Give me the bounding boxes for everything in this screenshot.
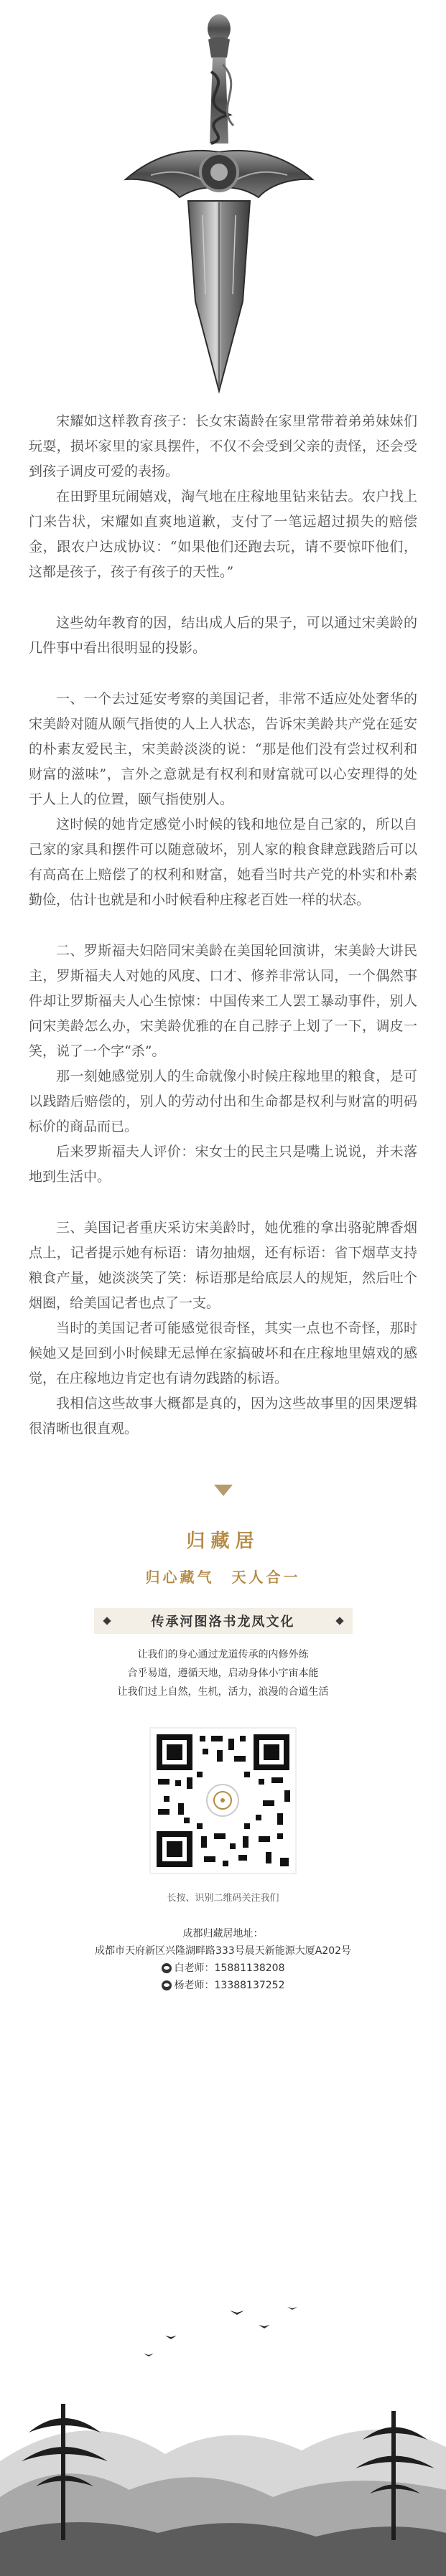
sword-illustration (0, 0, 446, 402)
paragraph-1: 宋耀如这样教育孩子：长女宋蔼龄在家里常带着弟弟妹妹们玩耍，损坏家里的家具摆件，不仅不会受到父亲的责怪，还会受到孩子调皮可爱的表扬。 (29, 413, 417, 479)
wechat-icon (162, 1980, 172, 1990)
qr-code-icon (151, 1729, 295, 1873)
paragraph-5: 这时候的她肯定感觉小时候的钱和地位是自己家的，所以自己家的家具和摆件可以随意破坏，别人家的粮食肆意践踏后可以有高高在上赔偿了的权利和财富，她看当时共产党的朴实和朴素勤俭，估计也就是和小时候看种庄稼老百姓一样的状态。 (29, 817, 417, 908)
sword-hero-image (0, 0, 446, 402)
brand-slogan: 归心藏气 天人合一 (145, 1569, 301, 1586)
contact-text[interactable]: 白老师：15881138208 (174, 1962, 285, 1974)
culture-banner (94, 1608, 353, 1634)
wechat-icon (162, 1963, 172, 1973)
mission-line: 让我们过上自然，生机，活力，浪漫的合道生活 (117, 1686, 329, 1698)
contact-text[interactable]: 杨老师：13388137252 (174, 1980, 285, 1991)
flying-birds-icon (144, 2307, 297, 2356)
paragraph-3: 这些幼年教育的因，结出成人后的果子，可以通过宋美龄的几件事中看出很明显的投影。 (29, 615, 417, 656)
banner-text: 传承河图洛书龙凤文化 (151, 1614, 295, 1630)
triangle-divider-icon (214, 1485, 233, 1496)
qr-caption: 长按、识别二维码关注我们 (167, 1893, 279, 1904)
mission-line: 合乎易道，遵循天地，启动身体小宇宙本能 (127, 1668, 319, 1679)
footer-section (0, 1485, 446, 1904)
paragraph-11: 我相信这些故事大概都是真的，因为这些故事里的因果逻辑很清晰也很直观。 (29, 1396, 417, 1437)
brand-name: 归藏居 (186, 1531, 260, 1552)
address-title: 成都归藏居地址： (182, 1928, 264, 1940)
paragraph-8: 后来罗斯福夫人评价：宋女士的民主只是嘴上说说，并未落地到生活中。 (29, 1144, 417, 1185)
ink-landscape-illustration (0, 2296, 446, 2576)
contact-row (0, 1960, 446, 1977)
contact-info (0, 1925, 446, 1994)
paragraph-9: 三、美国记者重庆采访宋美龄时，她优雅的拿出骆驼牌香烟点上，记者提示她有标语：请勿抽烟，还有标语：省下烟草支持粮食产量，她淡淡笑了笑：标语那是给底层人的规矩，然后吐个烟圈，给美国记者也点了一支。 (29, 1220, 417, 1311)
qr-code[interactable] (149, 1727, 297, 1874)
diamond-right-icon (335, 1617, 343, 1625)
mission-line: 让我们的身心通过龙道传承的内修外练 (137, 1649, 309, 1660)
diamond-left-icon (103, 1617, 111, 1625)
paragraph-4: 一、一个去过延安考察的美国记者，非常不适应处处奢华的宋美龄对随从颐气指使的人上人状态，告诉宋美龄共产党在延安的朴素友爱民主，宋美龄淡淡的说：“那是他们没有尝过权利和财富的滋味”，言外之意就是有权利和财富就可以心安理得的处于人上人的位置，颐气指使别人。 (29, 691, 417, 807)
paragraph-10: 当时的美国记者可能感觉很奇怪，其实一点也不奇怪，那时候她又是回到小时候肆无忌惮在家搞破坏和在庄稼地里嬉戏的感觉，在庄稼地边肯定也有请勿践踏的标语。 (29, 1320, 417, 1386)
paragraph-6: 二、罗斯福夫妇陪同宋美龄在美国轮回演讲，宋美龄大讲民主，罗斯福夫人对她的风度、口才、修养非常认同，一个偶然事件却让罗斯福夫人心生惊悚：中国传来工人罢工暴动事件，别人问宋美龄怎么办，宋美龄优雅的在自己脖子上划了一下，调皮一笑，说了一个字“杀”。 (29, 943, 417, 1059)
paragraph-2: 在田野里玩闹嬉戏，淘气地在庄稼地里钻来钻去。农户找上门来告状，宋耀如直爽地道歉，支付了一笔远超过损失的赔偿金，跟农户达成协议：“如果他们还跑去玩，请不要惊吓他们，这都是孩子，孩子有孩子的天性。” (29, 489, 417, 580)
mission-text (0, 1645, 446, 1701)
contact-row (0, 1977, 446, 1994)
address-text: 成都市天府新区兴隆湖畔路333号晨天新能源大厦A202号 (94, 1945, 352, 1957)
article-body (0, 402, 446, 1442)
paragraph-7: 那一刻她感觉别人的生命就像小时候庄稼地里的粮食，是可以践踏后赔偿的，别人的劳动付出和生命都是权利与财富的明码标价的商品而已。 (29, 1068, 417, 1134)
